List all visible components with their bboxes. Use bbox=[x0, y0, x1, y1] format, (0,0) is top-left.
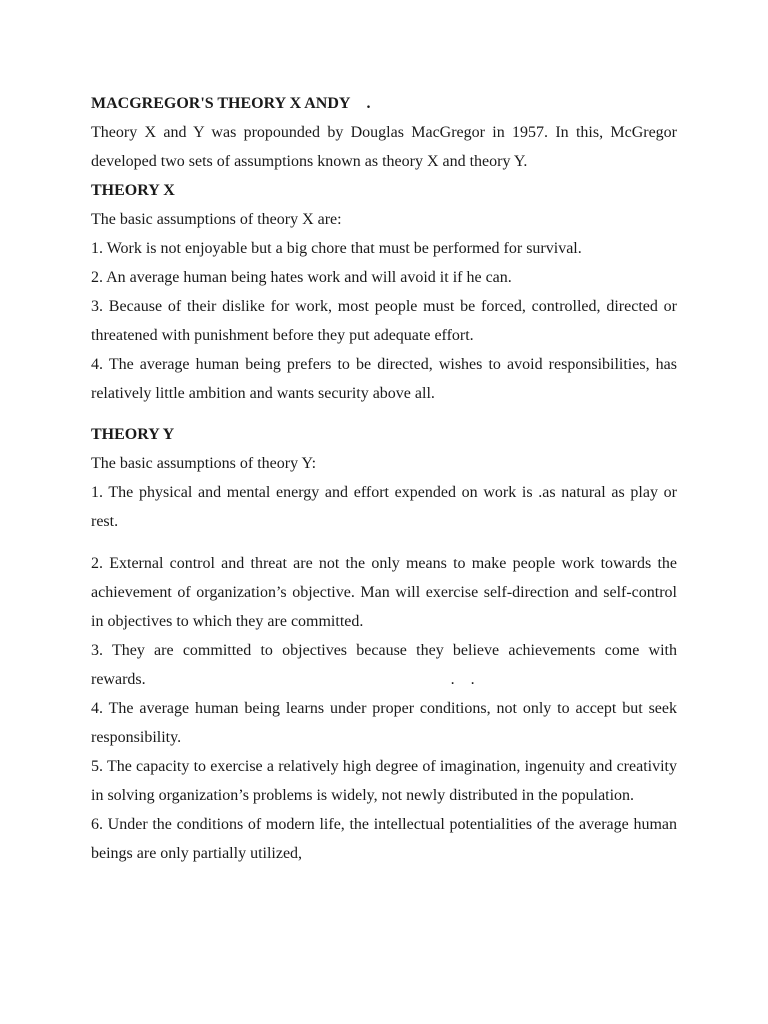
theory-y-item-4: 4. The average human being learns under proper conditions, not only to accept but seek responsibility. bbox=[91, 700, 677, 746]
theory-y-item-1: 1. The physical and mental energy and effort expended on work is .as natural as play or rest. bbox=[91, 484, 677, 530]
stray-dots: . . bbox=[450, 671, 475, 688]
theory-x-item-4: 4. The average human being prefers to be directed, wishes to avoid responsibilities, has relatively little ambition and wants security above all. bbox=[91, 356, 677, 402]
theory-y-lead: The basic assumptions of theory Y: bbox=[91, 455, 317, 472]
theory-y-item-6: 6. Under the conditions of modern life, the intellectual potentialities of the average human beings are only partially utilized, bbox=[91, 816, 677, 862]
document-title-dot: . bbox=[366, 95, 371, 112]
document-title bbox=[91, 89, 677, 118]
theory-x-item-2: 2. An average human being hates work and will avoid it if he can. bbox=[91, 269, 512, 286]
theory-x-item-1: 1. Work is not enjoyable but a big chore that must be performed for survival. bbox=[91, 240, 582, 257]
intro-paragraph: Theory X and Y was propounded by Douglas MacGregor in 1957. In this, McGregor developed two sets of assumptions known as theory X and theory Y. bbox=[91, 124, 677, 170]
theory-x-heading: THEORY X bbox=[91, 182, 175, 199]
document-title-text: MACGREGOR'S THEORY X ANDY bbox=[91, 95, 351, 112]
theory-y-heading: THEORY Y bbox=[91, 426, 175, 443]
theory-y-item-3 bbox=[91, 636, 677, 694]
theory-y-item-3-text: 3. They are committed to objectives because they believe achievements come with rewards. bbox=[91, 642, 677, 688]
theory-y-item-2: 2. External control and threat are not the only means to make people work towards the achievement of organization’s objective. Man will exercise self-direction and self-control in objectives to which they are committed. bbox=[91, 555, 677, 630]
theory-x-item-3: 3. Because of their dislike for work, most people must be forced, controlled, directed or threatened with punishment before they put adequate effort. bbox=[91, 298, 677, 344]
theory-x-lead: The basic assumptions of theory X are: bbox=[91, 211, 342, 228]
document-body bbox=[91, 89, 677, 868]
theory-y-item-5: 5. The capacity to exercise a relatively high degree of imagination, ingenuity and creativity in solving organization’s problems is widely, not newly distributed in the population. bbox=[91, 758, 677, 804]
